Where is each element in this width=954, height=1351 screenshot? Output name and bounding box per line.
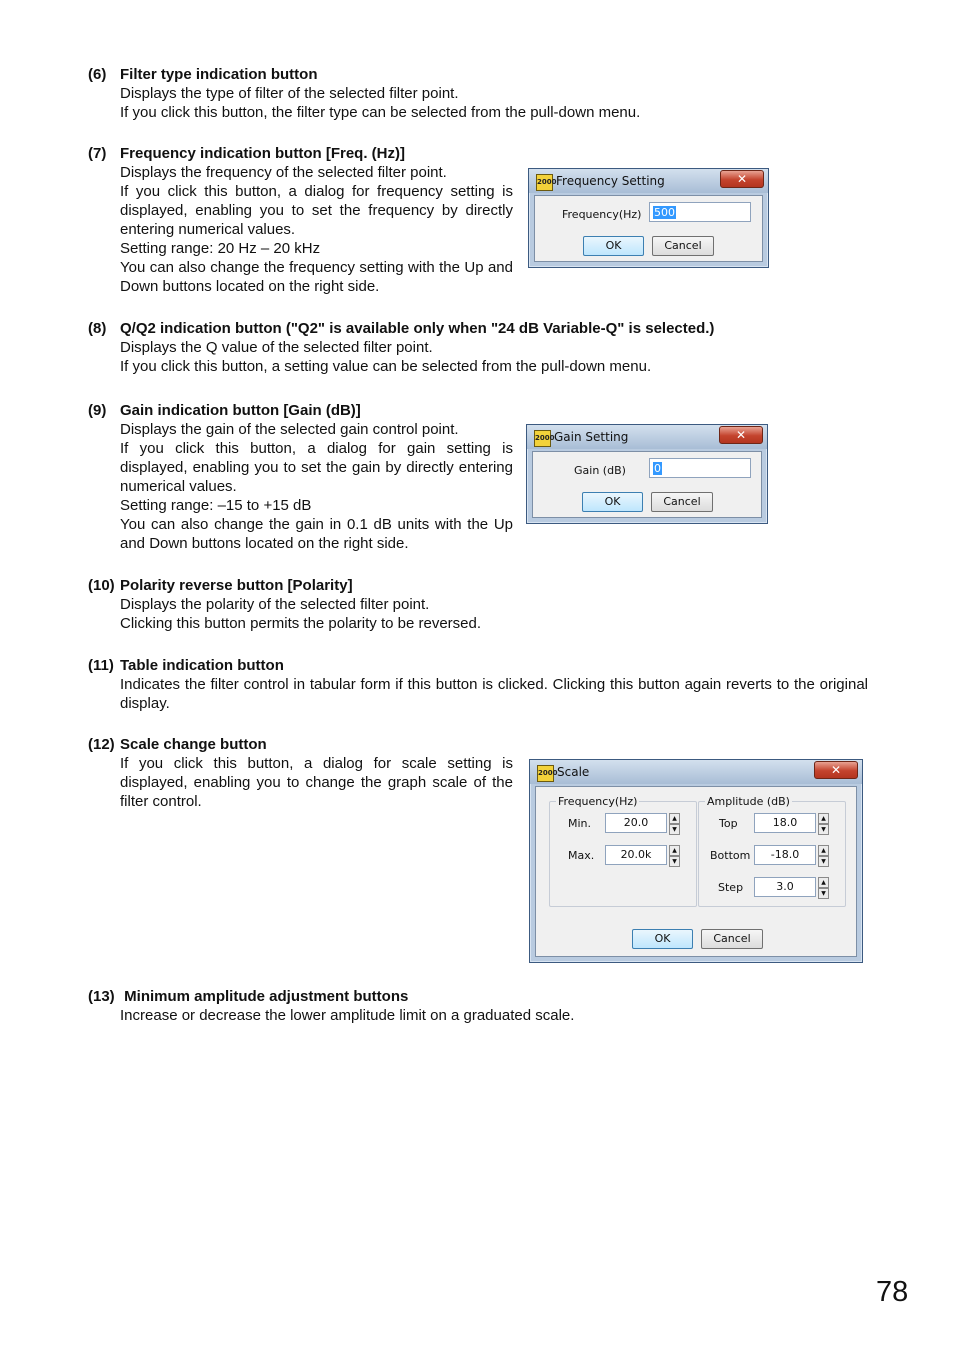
spin-up-icon[interactable]: ▲ (818, 813, 829, 824)
spin-up-icon[interactable]: ▲ (669, 845, 680, 856)
section-heading: (12) Scale change button (88, 736, 267, 753)
top-amplitude-input[interactable]: 18.0 (754, 813, 816, 833)
frequency-setting-dialog (528, 168, 769, 268)
section-heading: (8) Q/Q2 indication button ("Q2" is available only when "24 dB Variable-Q" is selected.) (88, 320, 715, 337)
spin-up-icon[interactable]: ▲ (669, 813, 680, 824)
dialog-title: Gain Setting (554, 430, 629, 444)
step-label: Step (718, 881, 744, 894)
frequency-group: Frequency(Hz) Min. 20.0 ▲ ▼ Max. 20.0k ▲ ▼ (549, 801, 697, 907)
dialog-title: Scale (557, 765, 590, 779)
close-icon[interactable]: ✕ (814, 761, 858, 779)
close-icon[interactable]: ✕ (719, 426, 763, 444)
page-number: 78 (876, 1276, 909, 1308)
dialog-titlebar (529, 169, 768, 193)
amplitude-group: Amplitude (dB) Top 18.0 ▲ ▼ Bottom -18.0 ▲ ▼ Step 3.0 ▲ ▼ (698, 801, 846, 907)
dialog-titlebar (530, 760, 862, 784)
top-label: Top (719, 817, 738, 830)
spin-down-icon[interactable]: ▼ (818, 888, 829, 899)
section-10: (10) Polarity reverse button [Polarity] Displays the polarity of the selected filter point. Clicking this button permits the polarity to be reversed. (88, 576, 868, 633)
section-8: (8) Q/Q2 indication button ("Q2" is available only when "24 dB Variable-Q" is selected.) Displays the Q value of the selected filter point. If you click this button, a setting value can be selected from the pull-down menu. (88, 319, 868, 376)
cancel-button[interactable]: Cancel (701, 929, 763, 949)
section-9: (9) Gain indication button [Gain (dB)] Displays the gain of the selected gain control point. If you click this button, a dialog for gain setting is displayed, enabling you to set the gain by directly entering numerical values. Setting range: –15 to +15 dB You can also change the gain in 0.1 dB units with the Up and Down buttons located on the right side. (88, 402, 513, 552)
ok-button[interactable]: OK (632, 929, 693, 949)
section-11: (11) Table indication button Indicates the filter control in tabular form if this button is clicked. Clicking this button again reverts to the original display. (88, 657, 868, 712)
ok-button[interactable]: OK (583, 236, 644, 256)
min-label: Min. (568, 817, 592, 830)
app-logo-icon: 2000 (537, 765, 554, 782)
section-7: (7) Frequency indication button [Freq. (Hz)] Displays the frequency of the selected filter point. If you click this button, a dialog for frequency setting is displayed, enabling you to set the frequency by directly entering numerical values. Setting range: 20 Hz – 20 kHz You can also change the frequency setting with the Up and Down buttons located on the right side. (88, 145, 513, 295)
gain-input[interactable]: 0 (649, 458, 751, 478)
spin-down-icon[interactable]: ▼ (669, 856, 680, 867)
section-12: (12) Scale change button If you click this button, a dialog for scale setting is displayed, enabling you to change the graph scale of the filter control. (88, 736, 513, 810)
spin-down-icon[interactable]: ▼ (669, 824, 680, 835)
max-frequency-spinner[interactable] (669, 845, 680, 865)
spin-down-icon[interactable]: ▼ (818, 856, 829, 867)
bottom-amplitude-input[interactable]: -18.0 (754, 845, 816, 865)
max-label: Max. (568, 849, 595, 862)
section-heading: (11) Table indication button (88, 657, 284, 674)
close-icon[interactable]: ✕ (720, 170, 764, 188)
min-frequency-input[interactable]: 20.0 (605, 813, 667, 833)
section-heading: (13) Minimum amplitude adjustment buttons (88, 988, 409, 1005)
bottom-amplitude-spinner[interactable] (818, 845, 829, 865)
section-heading: (6) Filter type indication button (88, 66, 318, 83)
section-heading: (7) Frequency indication button [Freq. (Hz)] (88, 145, 405, 162)
section-13: (13) Minimum amplitude adjustment buttons Increase or decrease the lower amplitude limit on a graduated scale. (88, 987, 868, 1025)
dialog-titlebar (527, 425, 767, 449)
section-6: (6) Filter type indication button Displays the type of filter of the selected filter point. If you click this button, the filter type can be selected from the pull-down menu. (88, 65, 868, 122)
gain-setting-dialog (526, 424, 768, 524)
spin-down-icon[interactable]: ▼ (818, 824, 829, 835)
step-amplitude-input[interactable]: 3.0 (754, 877, 816, 897)
section-heading: (9) Gain indication button [Gain (dB)] (88, 402, 361, 419)
section-heading: (10) Polarity reverse button [Polarity] (88, 577, 353, 594)
spin-up-icon[interactable]: ▲ (818, 845, 829, 856)
app-logo-icon: 2000 (536, 174, 553, 191)
min-frequency-spinner[interactable] (669, 813, 680, 833)
cancel-button[interactable]: Cancel (651, 492, 713, 512)
frequency-label: Frequency(Hz) (562, 208, 642, 221)
gain-label: Gain (dB) (574, 464, 626, 477)
spin-up-icon[interactable]: ▲ (818, 877, 829, 888)
top-amplitude-spinner[interactable] (818, 813, 829, 833)
app-logo-icon: 2000 (534, 430, 551, 447)
frequency-input[interactable]: 500 (649, 202, 751, 222)
step-amplitude-spinner[interactable] (818, 877, 829, 897)
cancel-button[interactable]: Cancel (652, 236, 714, 256)
scale-dialog (529, 759, 863, 963)
ok-button[interactable]: OK (582, 492, 643, 512)
bottom-label: Bottom (710, 849, 751, 862)
max-frequency-input[interactable]: 20.0k (605, 845, 667, 865)
dialog-title: Frequency Setting (556, 174, 665, 188)
